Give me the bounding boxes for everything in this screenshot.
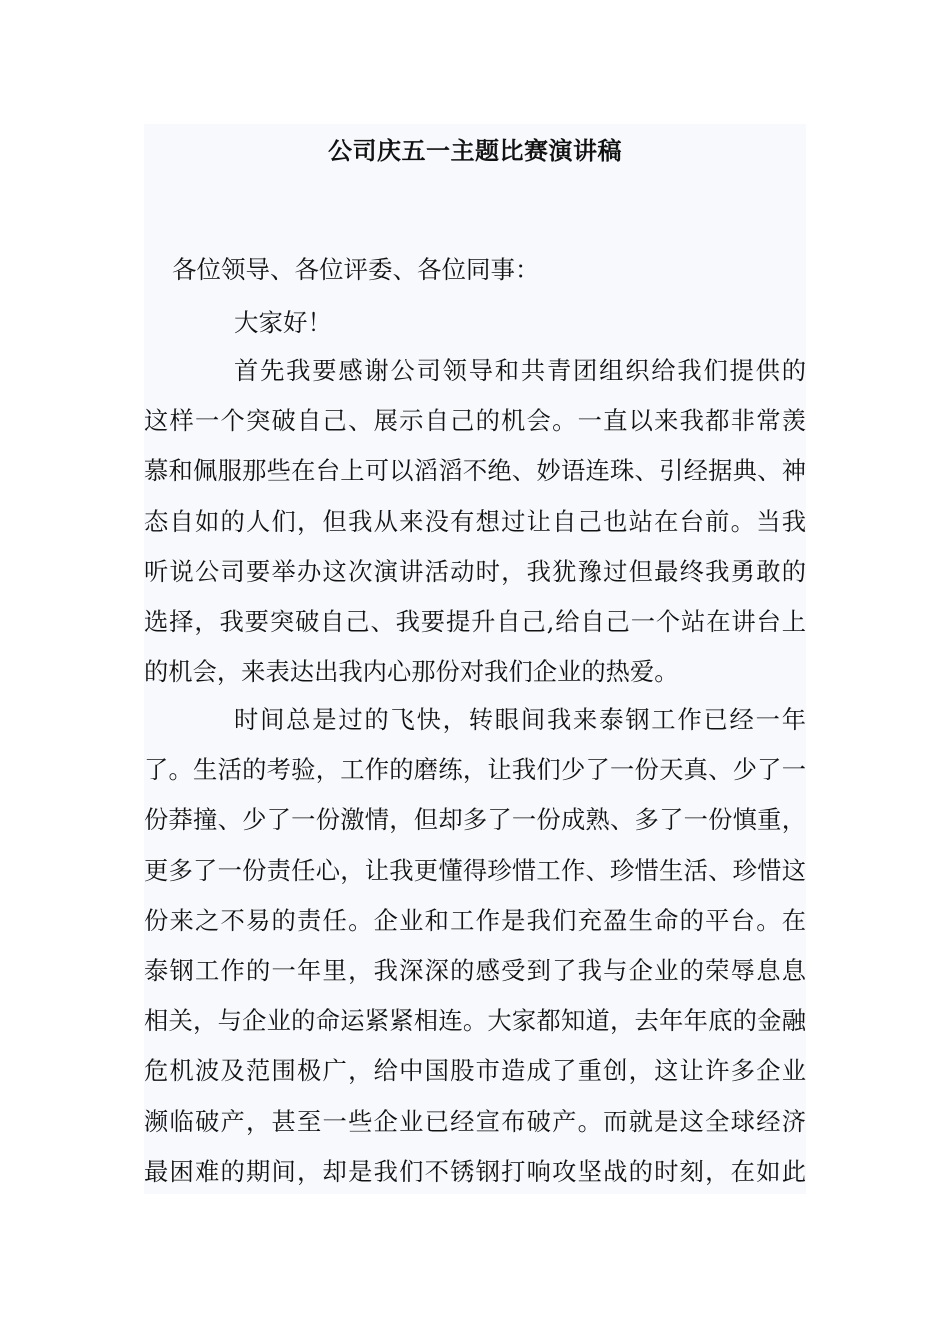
paragraph-line: 态自如的人们，但我从来没有想过让自己也站在台前。当我 xyxy=(144,506,806,536)
paragraph-line: 了。生活的考验，工作的磨练，让我们少了一份天真、少了一 xyxy=(144,755,806,785)
paragraph-line: 选择，我要突破自己、我要提升自己,给自己一个站在讲台上 xyxy=(144,606,806,636)
paragraph-line: 的机会，来表达出我内心那份对我们企业的热爱。 xyxy=(144,657,679,687)
paragraph-line: 首先我要感谢公司领导和共青团组织给我们提供的 xyxy=(234,356,806,385)
paragraph-line: 份来之不易的责任。企业和工作是我们充盈生命的平台。在 xyxy=(144,905,806,935)
paragraph-line: 更多了一份责任心，让我更懂得珍惜工作、珍惜生活、珍惜这 xyxy=(144,855,806,885)
paragraph-line: 泰钢工作的一年里，我深深的感受到了我与企业的荣辱息息 xyxy=(144,955,806,985)
paragraph-1 xyxy=(144,346,806,697)
salutation: 各位领导、各位评委、各位同事： xyxy=(172,255,540,284)
paragraph-line: 危机波及范围极广，给中国股市造成了重创，这让许多企业 xyxy=(144,1056,806,1086)
paragraph-line: 相关，与企业的命运紧紧相连。大家都知道，去年年底的金融 xyxy=(144,1006,806,1036)
paragraph-line: 时间总是过的飞快，转眼间我来泰钢工作已经一年 xyxy=(234,705,806,734)
paragraph-line: 这样一个突破自己、展示自己的机会。一直以来我都非常羡 xyxy=(144,406,806,436)
paragraph-line: 慕和佩服那些在台上可以滔滔不绝、妙语连珠、引经据典、神 xyxy=(144,456,806,486)
paragraph-line: 听说公司要举办这次演讲活动时，我犹豫过但最终我勇敢的 xyxy=(144,556,806,586)
paragraph-2 xyxy=(144,695,806,1197)
document-title: 公司庆五一主题比赛演讲稿 xyxy=(328,136,622,165)
paragraph-line: 份莽撞、少了一份激情，但却多了一份成熟、多了一份慎重， xyxy=(144,805,806,835)
paragraph-line: 最困难的期间，却是我们不锈钢打响攻坚战的时刻，在如此 xyxy=(144,1156,806,1186)
paragraph-line: 濒临破产，甚至一些企业已经宣布破产。而就是这全球经济 xyxy=(144,1106,806,1136)
greeting: 大家好！ xyxy=(234,308,332,337)
